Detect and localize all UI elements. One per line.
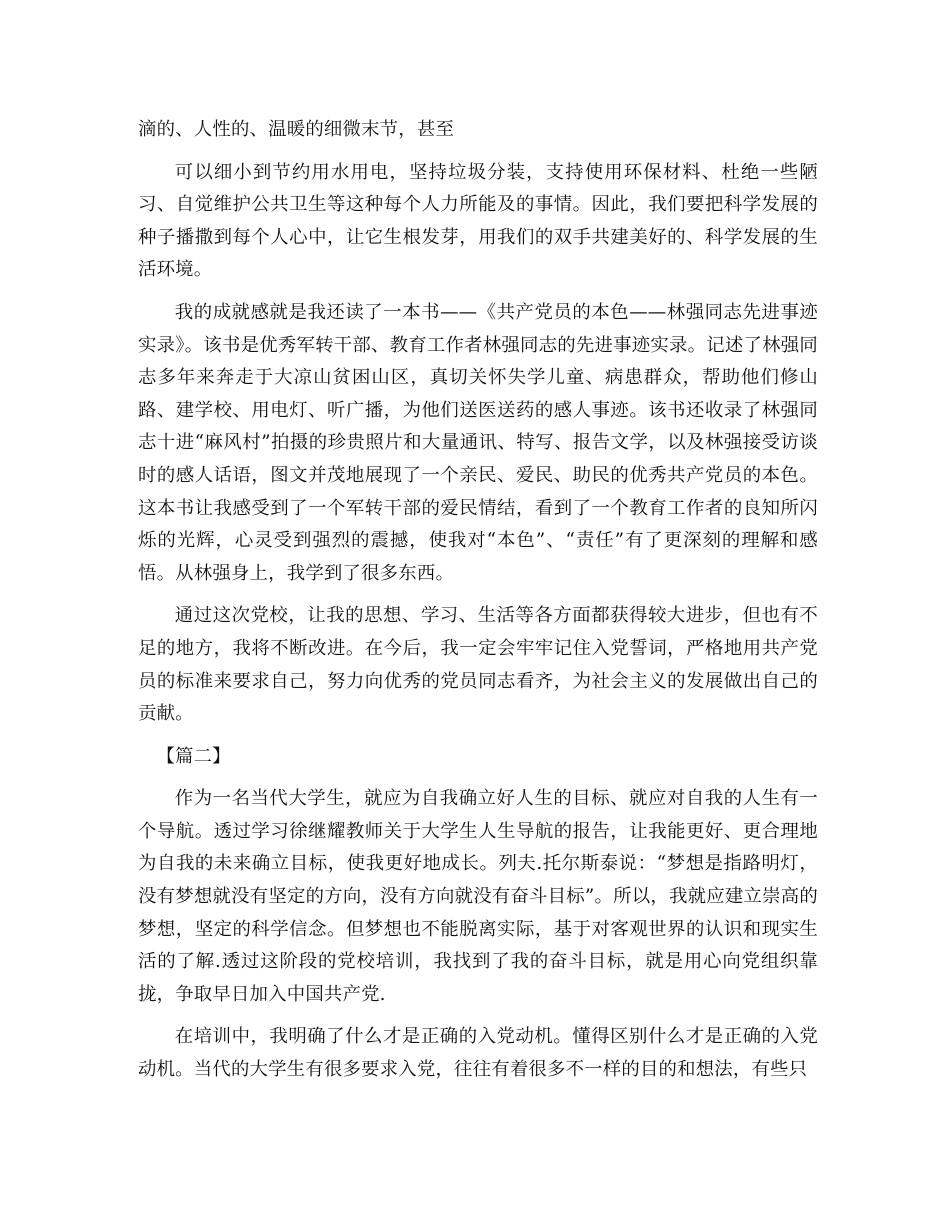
section-heading: 【篇二】 [156,745,231,767]
paragraph-motivation: 在培训中，我明确了什么才是正确的入党动机。懂得区别什么才是正确的入党动机。当代的大学生有很多要求入党，往往有着很多不一样的目的和想法，有些只 [138,1026,818,1081]
paragraph-book: 我的成就感就是我还读了一本书——《共产党员的本色——林强同志先进事迹实录》。该书是优秀军转干部、教育工作者林强同志的先进事迹实录。记述了林强同志多年来奔走于大凉山贫困山区，真切关怀失学儿童、病患群众，帮助他们修山路、建学校、用电灯、听广播，为他们送医送药的感人事迹。该书还收录了林强同志十进“麻风村”拍摄的珍贵照片和大量通讯、特写、报告文学，以及林强接受访谈时的感人话语，图文并茂地展现了一个亲民、爱民、助民的优秀共产党员的本色。这本书让我感受到了一个军转干部的爱民情结，看到了一个教育工作者的良知所闪烁的光辉，心灵受到强烈的震撼，使我对“本色”、“责任”有了更深刻的理解和感悟。从林强身上，我学到了很多东西。 [138,301,818,584]
paragraph-party-school: 通过这次党校，让我的思想、学习、生活等各方面都获得较大进步，但也有不足的地方，我将不断改进。在今后，我一定会牢牢记住入党誓词，严格地用共产党员的标准来要求自己，努力向优秀的党员同志看齐，为社会主义的发展做出自己的贡献。 [138,605,818,725]
paragraph-continued: 滴的、人性的、温暖的细微末节，甚至 [138,119,455,140]
document-body [138,114,818,1097]
paragraph-life-goal: 作为一名当代大学生，就应为自我确立好人生的目标、就应对自我的人生有一个导航。透过学习徐继耀教师关于大学生人生导航的报告，让我能更好、更合理地为自我的未来确立目标，使我更好地成长。列夫.托尔斯泰说：“梦想是指路明灯，没有梦想就没有坚定的方向，没有方向就没有奋斗目标”。所以，我就应建立崇高的梦想，坚定的科学信念。但梦想也不能脱离实际，基于对客观世界的认识和现实生活的了解.透过这阶段的党校培训，我找到了我的奋斗目标，就是用心向党组织靠拢，争取早日加入中国共产党. [138,788,818,1005]
paragraph-environment: 可以细小到节约用水用电，坚持垃圾分装，支持使用环保材料、杜绝一些陋习、自觉维护公共卫生等这种每个人力所能及的事情。因此，我们要把科学发展的种子播撒到每个人心中，让它生根发芽，用我们的双手共建美好的、科学发展的生活环境。 [138,161,818,281]
